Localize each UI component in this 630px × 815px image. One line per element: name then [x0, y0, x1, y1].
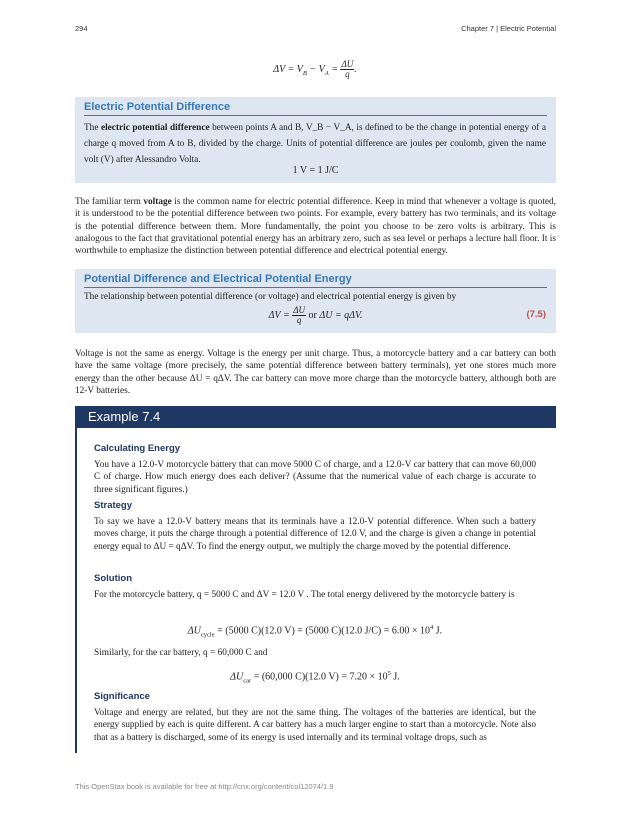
page-number: 294 [75, 24, 88, 33]
cycle-energy-equation: $\Delta U_{cycle} = (5000$ C)(12.0 V) = (5000 C)(12.0 $J/C) = 6.00 \times 10^4$ J. [187, 624, 443, 639]
strategy-text: To say we have a 12.0-V battery means that its terminals have a 12.0-V potential difference. When such a battery moves charge, it puts the charge through a potential difference of 12.0 V, and the charge is given a change in potential energy equal to ΔU = qΔV. To find the energy output, we multiply the charge moved by the potential difference. [94, 517, 536, 552]
voltage-paragraph: The familiar term voltage is the common name for electric potential difference. Keep in mind that whenever a voltage is quoted, it is understood to be the potential difference between two points. For example, every battery has two terminals, and its voltage is the potential difference between them. More fundamentally, the point you choose to be zero volts is arbitrary. This is analogous to the fact that gravitational potential energy has an arbitrary zero, such as sea level or perhaps a lecture hall floor. It is worthwhile to emphasize the distinction between potential difference and electrical potential energy. [75, 197, 557, 257]
example-problem: You have a 12.0-V motorcycle battery that can move 5000 C of charge, and a 12.0-V car battery that can move 60,000 C of charge. How much energy does each deliver? (Assume that the numerical value of each charge is accurate to three significant figures.) [94, 460, 536, 495]
definition-box-title: Electric Potential Difference [84, 101, 231, 113]
example-heading: Calculating Energy [94, 443, 181, 454]
solution-heading: Solution [94, 573, 132, 584]
example-header [75, 406, 556, 428]
relationship-box-title: Potential Difference and Electrical Potential Energy [84, 273, 352, 285]
footer: This OpenStax book is available for free at http://cnx.org/content/col12074/1.9 [75, 782, 334, 791]
equation-number: (7.5) [526, 309, 546, 320]
chapter-header: Chapter 7 | Electric Potential [461, 24, 556, 33]
relationship-text: The relationship between potential difference (or voltage) and electrical potential energy is given by [84, 292, 457, 302]
relationship-box [75, 269, 556, 333]
significance-text: Voltage and energy are related, but they are not the same thing. The voltages of the batteries are identical, but the energy supplied by each is quite different. A car battery has a much larger engine to start than a motorcycle. Note also that as a battery is discharged, some of its energy is used internally and its terminal voltage drops, such as [94, 708, 536, 743]
top-equation: $\Delta V = V_B - V_A$ = $\frac{\Delta U}{q}$ . [273, 59, 357, 79]
strategy-heading: Strategy [94, 500, 133, 511]
definition-box [75, 97, 556, 183]
example-side-bar [75, 428, 77, 753]
definition-text: The electric potential difference between points A and B, V_B − V_A, is defined to be the change in potential energy of a charge q moved from A to B, divided by the charge. Units of potential difference are joules per coulomb, given the name volt (V) after Alessandro Volta. [84, 123, 546, 165]
relationship-equation: ΔV = $\frac{\Delta U}{q}$ or ΔU = qΔV. [268, 305, 363, 325]
energy-paragraph: Voltage is not the same as energy. Voltage is the energy per unit charge. Thus, a motorcycle battery and a car battery can both have the same voltage (more precisely, the same potential difference between battery terminals), yet one stores much more energy than the other because ΔU = qΔV. The car battery can move more charge than the motorcycle battery, although both are 12-V batteries. [75, 349, 556, 396]
example-title: Example 7.4 [88, 409, 161, 424]
volt-equation: 1 V = 1 J/C [292, 165, 339, 176]
solution-text-1: For the motorcycle battery, q = 5000 C and ΔV = 12.0 V . The total energy delivered by the motorcycle battery is [94, 590, 515, 600]
car-energy-equation: $\Delta U_{car} = (60,000$ C)(12.0 $V) = 7.20 \times 10^5$ J. [230, 670, 400, 685]
solution-text-2: Similarly, for the car battery, q = 60,000 C and [94, 648, 268, 658]
significance-heading: Significance [94, 691, 150, 702]
